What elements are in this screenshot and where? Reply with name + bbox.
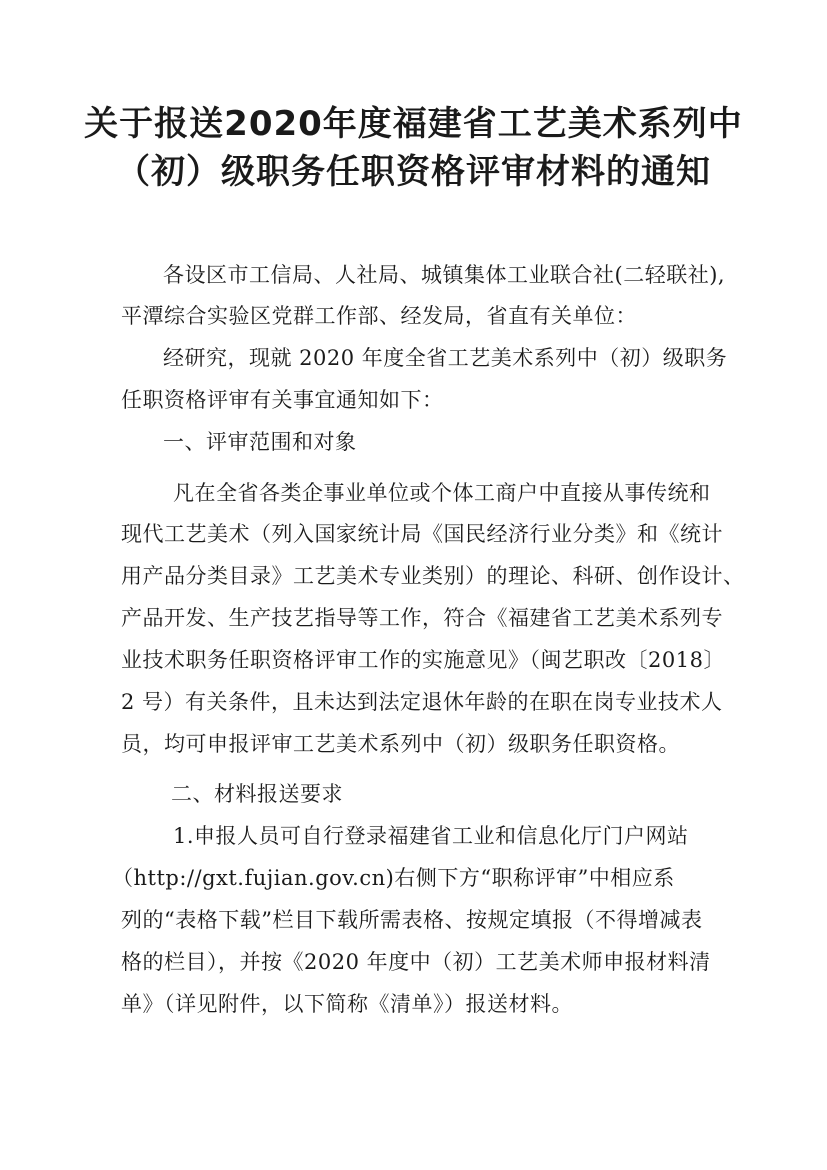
body-line-12: 员，均可申报评审工艺美术系列中（初）级职务任职资格。 [121,732,680,756]
section-heading-2: 二、材料报送要求 [171,782,343,806]
body-line-14: 1.申报人员可自行登录福建省工业和信息化厅门户网站 [173,824,689,848]
document-title-line-2: （初）级职务任职资格评审材料的通知 [116,152,711,192]
body-line-1: 各设区市工信局、人社局、城镇集体工业联合社(二轻联社), [163,263,726,287]
body-line-2: 平潭综合实验区党群工作部、经发局，省直有关单位： [121,304,637,328]
body-line-16: 列的“表格下载”栏目下载所需表格、按规定填报（不得增减表 [121,908,703,932]
body-line-6: 凡在全省各类企事业单位或个体工商户中直接从事传统和 [173,481,711,505]
body-line-4: 任职资格评审有关事宜通知如下： [121,388,444,412]
body-line-15: （http://gxt.fujian.gov.cn)右侧下方“职称评审”中相应系 [112,866,675,890]
body-line-10: 业技术职务任职资格评审工作的实施意见》（闽艺职改〔2018〕 [121,648,725,672]
body-line-3: 经研究，现就 2020 年度全省工艺美术系列中（初）级职务 [163,346,728,370]
section-heading-1: 一、评审范围和对象 [163,430,357,454]
body-line-18: 单》（详见附件，以下简称《清单》）报送材料。 [121,992,573,1016]
body-line-11: 2 号）有关条件，且未达到法定退休年龄的在职在岗专业技术人 [121,690,723,714]
body-line-9: 产品开发、生产技艺指导等工作，符合《福建省工艺美术系列专 [121,606,723,630]
body-line-17: 格的栏目），并按《2020 年度中（初）工艺美术师申报材料清 [121,950,711,974]
body-line-7: 现代工艺美术（列入国家统计局《国民经济行业分类》和《统计 [121,522,723,546]
body-line-8: 用产品分类目录》工艺美术专业类别）的理论、科研、创作设计、 [121,564,745,588]
document-title-line-1: 关于报送2020年度福建省工艺美术系列中 [84,104,743,144]
